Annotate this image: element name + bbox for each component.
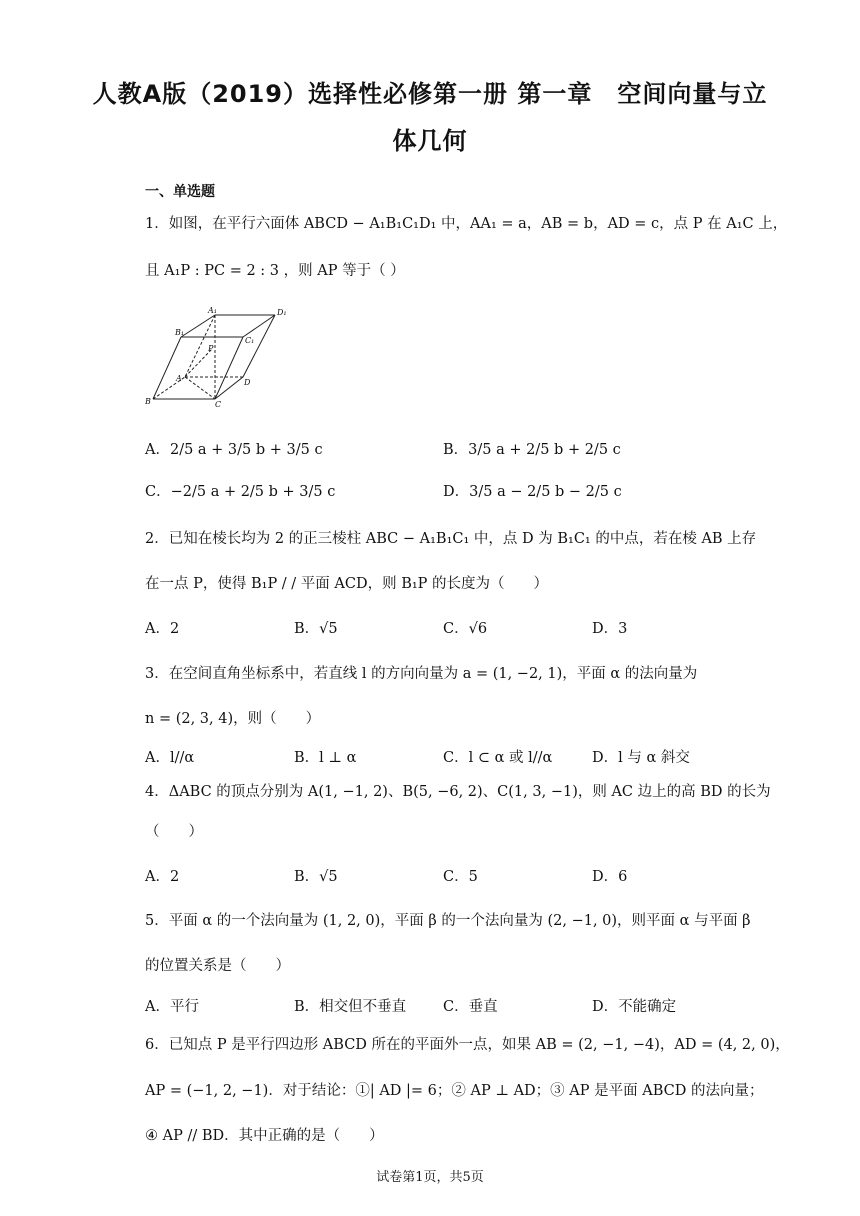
label-A1: A₁ <box>208 306 217 315</box>
q1-option-d: D．3/5 a − 2/5 b − 2/5 c <box>443 484 622 500</box>
q4-option-a: A．2 <box>145 869 180 885</box>
q3-option-d: D．l 与 α 斜交 <box>592 750 690 766</box>
parallelepiped-figure <box>145 303 295 413</box>
q1-option-b: B．3/5 a + 2/5 b + 2/5 c <box>443 442 621 458</box>
q1-stem-line1: 1．如图，在平行六面体 ABCD − A₁B₁C₁D₁ 中，AA₁ = a，AB = b，AD = c，点 P 在 A₁C 上， <box>145 216 788 232</box>
q2-option-b: B．√5 <box>294 621 338 637</box>
label-D: D <box>244 378 251 387</box>
q4-stem-line2: （ ） <box>145 824 203 840</box>
label-P: P <box>208 344 214 353</box>
q5-option-d: D．不能确定 <box>592 999 677 1015</box>
q2-option-c: C．√6 <box>443 621 488 637</box>
q3-stem-line1: 3．在空间直角坐标系中，若直线 l 的方向向量为 a = (1, −2, 1)，平面 α 的法向量为 <box>145 666 698 682</box>
q5-stem-line1: 5．平面 α 的一个法向量为 (1, 2, 0)，平面 β 的一个法向量为 (2, −1, 0)，则平面 α 与平面 β <box>145 913 751 929</box>
section-heading: 一、单选题 <box>145 184 215 200</box>
label-B: B <box>145 397 151 406</box>
q1-stem-line2: 且 A₁P : PC = 2 : 3 ，则 AP 等于（ ） <box>145 263 405 279</box>
q6-stem-line1: 6．已知点 P 是平行四边形 ABCD 所在的平面外一点，如果 AB = (2, −1, −4)，AD = (4, 2, 0)， <box>145 1037 790 1053</box>
q6-stem-line3: ④ AP // BD．其中正确的是（ ） <box>145 1128 384 1144</box>
q3-option-a: A．l//α <box>145 750 195 766</box>
q4-option-b: B．√5 <box>294 869 338 885</box>
q2-option-a: A．2 <box>145 621 180 637</box>
q5-option-c: C．垂直 <box>443 999 498 1015</box>
q4-stem-line1: 4．ΔABC 的顶点分别为 A(1, −1, 2)、B(5, −6, 2)、C(1, 3, −1)，则 AC 边上的高 BD 的长为 <box>145 784 771 800</box>
q3-option-b: B．l ⊥ α <box>294 750 357 766</box>
q6-stem-line2: AP = (−1, 2, −1)．对于结论：①| AD |= 6；② AP ⊥ AD；③ AP 是平面 ABCD 的法向量； <box>145 1083 764 1099</box>
page-footer: 试卷第1页，共5页 <box>376 1170 484 1185</box>
q5-option-b: B．相交但不垂直 <box>294 999 407 1015</box>
q4-option-d: D．6 <box>592 869 628 885</box>
q2-stem-line2: 在一点 P，使得 B₁P / / 平面 ACD，则 B₁P 的长度为（ ） <box>145 576 549 592</box>
label-C1: C₁ <box>245 336 255 345</box>
label-C: C <box>215 400 222 409</box>
q3-option-c: C．l ⊂ α 或 l//α <box>443 750 553 766</box>
q1-option-c: C．−2/5 a + 2/5 b + 3/5 c <box>145 484 336 500</box>
q4-option-c: C．5 <box>443 869 478 885</box>
label-B1: B₁ <box>175 328 185 337</box>
q5-stem-line2: 的位置关系是（ ） <box>145 958 290 974</box>
document-title-line2: 体几何 <box>392 127 468 155</box>
q2-stem-line1: 2．已知在棱长均为 2 的正三棱柱 ABC − A₁B₁C₁ 中，点 D 为 B₁C₁ 的中点，若在棱 AB 上存 <box>145 531 757 547</box>
document-title-line1: 人教A版（2019）选择性必修第一册 第一章 空间向量与立 <box>92 80 768 108</box>
label-D1: D₁ <box>277 308 287 317</box>
q5-option-a: A．平行 <box>145 999 199 1015</box>
label-A: A <box>176 374 182 383</box>
q1-option-a: A．2/5 a + 3/5 b + 3/5 c <box>145 442 323 458</box>
q2-option-d: D．3 <box>592 621 628 637</box>
q3-stem-line2: n = (2, 3, 4)，则（ ） <box>145 711 321 727</box>
